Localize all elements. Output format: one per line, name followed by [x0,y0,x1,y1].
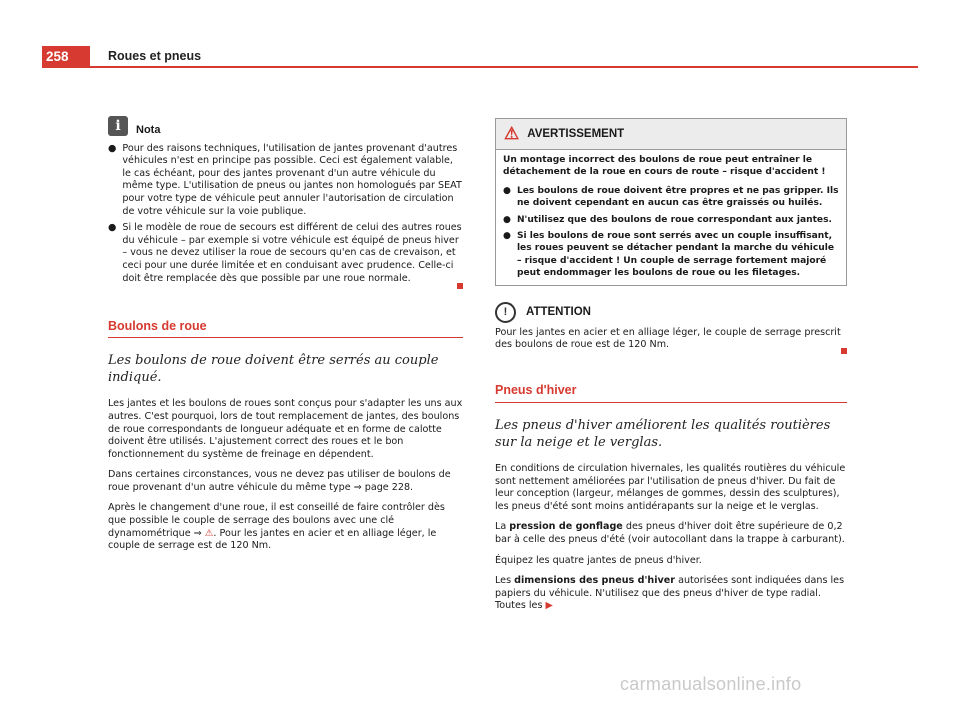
section-title-pneus-hiver: Pneus d'hiver [495,384,847,403]
attention-text: Pour les jantes en acier et en alliage léger, le couple de serrage prescrit des boulons de roue est de 120 Nm. [495,326,841,351]
warning-ref-icon[interactable]: ⚠ [204,527,214,539]
continue-arrow-icon: ▶ [545,600,553,612]
warning-box [495,118,847,286]
chapter-title: Roues et pneus [108,49,202,63]
watermark: carmanualsonline.info [620,674,802,694]
note-bullet [108,222,463,285]
warning-bullet-text: Si les boulons de roue sont serrés avec un couple insuffisant, les roues peuvent se détacher pendant la marche du véhicule – risque d'accident ! Un couple de serrage fortement majoré peut endommager les boulons de roue ou les filetages. [516,231,835,279]
attention-header [495,302,847,323]
bullet-dot-icon: ● [108,142,117,154]
note-title: Nota [136,124,161,136]
paragraph: Dans certaines circonstances, vous ne devez pas utiliser de boulons de roue provenant d'un autre véhicule du même type ⇒ page 228. [108,469,451,493]
warning-title: AVERTISSEMENT [527,127,625,140]
bullet-dot-icon: ● [108,222,117,234]
paragraph: Équipez les quatre jantes de pneus d'hiver. [495,554,702,566]
paragraph: Les jantes et les boulons de roues sont conçus pour s'adapter les uns aux autres. C'est pourquoi, lors de tout remplacement de jantes, des boulons de roue correspondants de longueur adéquate et en forme de calotte doivent être utilisés. L'ajustement correct des roues et le bon fonctionnement du système de freinage en dépendent. [108,398,463,460]
attention-icon: ! [495,302,516,323]
warning-bullet [503,214,839,226]
note-bullet [108,143,463,219]
section-subtitle-pneus-hiver: Les pneus d'hiver améliorent les qualités routières sur la neige et le verglas. [495,418,831,451]
warning-triangle-icon: ⚠ [504,123,520,143]
warning-bullet-text: N'utilisez que des boulons de roue correspondant aux jantes. [516,214,832,225]
warning-intro: Un montage incorrect des boulons de roue peut entraîner le détachement de la roue en cours de route – risque d'accident ! [503,155,826,178]
paragraph: En conditions de circulation hivernales, les qualités routières du véhicule sont nettement améliorées par l'utilisation de pneus d'hiver. Du fait de leur conception (largeur, mélanges de gommes, dessin des sculptures), les pneus d'été sont moins antidérapants sur la neige et le verglas. [495,463,846,512]
warning-bullet-text: Les boulons de roue doivent être propres et ne pas gripper. Ils ne doivent cependant en aucun cas être graissés ou huilés. [516,185,839,209]
right-column [495,118,847,621]
paragraph: Après le changement d'une roue, il est conseillé de faire contrôler dès que possible le couple de serrage des boulons avec une clé dynamométrique ⇒ ⚠. Pour les jantes en acier et en alliage léger, le couple de serrage est de 120 Nm. [108,502,445,552]
section-subtitle-boulons: Les boulons de roue doivent être serrés au couple indiqué. [108,353,439,386]
note-header [108,116,463,137]
bullet-dot-icon: ● [503,231,511,242]
end-marker-icon [841,348,847,354]
warning-bullet [503,230,839,280]
warning-body [496,150,846,285]
section-title-boulons: Boulons de roue [108,320,463,339]
page-number: 258 [42,46,90,68]
note-bullet-text: Pour des raisons techniques, l'utilisation de jantes provenant d'autres véhicules n'est en principe pas possible. Ceci est également valable, le cas échéant, pour des jantes provenant d'un autre véhicule du même type. L'utilisation de pneus ou jantes non homologués par SEAT pour votre type de véhicule peut annuler l'autorisation de circulation de votre véhicule sur la voie publique. [122,142,462,217]
paragraph: Les dimensions des pneus d'hiver autorisées sont indiquées dans les papiers du véhicule. N'utilisez que des pneus d'hiver de type radial. Toutes les ▶ [495,575,845,612]
end-marker-icon [457,283,463,289]
warning-bullet [503,185,839,210]
paragraph: La pression de gonflage des pneus d'hiver doit être supérieure de 0,2 bar à celle des pneus d'été (voir autocollant dans la trappe à carburant). [495,521,845,545]
bullet-dot-icon: ● [503,185,511,196]
left-column [108,116,463,561]
note-bullet-text: Si le modèle de roue de secours est différent de celui des autres roues du véhicule – par exemple si votre véhicule est équipé de pneus hiver – vous ne devez utiliser la roue de secours qu'en cas de crevaison, et ceci pour une durée limitée et en conduisant avec prudence. Celle-ci doit être remplacée dès que possible par une roue normale. [122,222,462,284]
info-icon: i [108,116,128,136]
attention-title: ATTENTION [526,305,591,318]
bullet-dot-icon: ● [503,214,511,225]
header-rule [42,66,918,68]
warning-header [496,119,846,150]
